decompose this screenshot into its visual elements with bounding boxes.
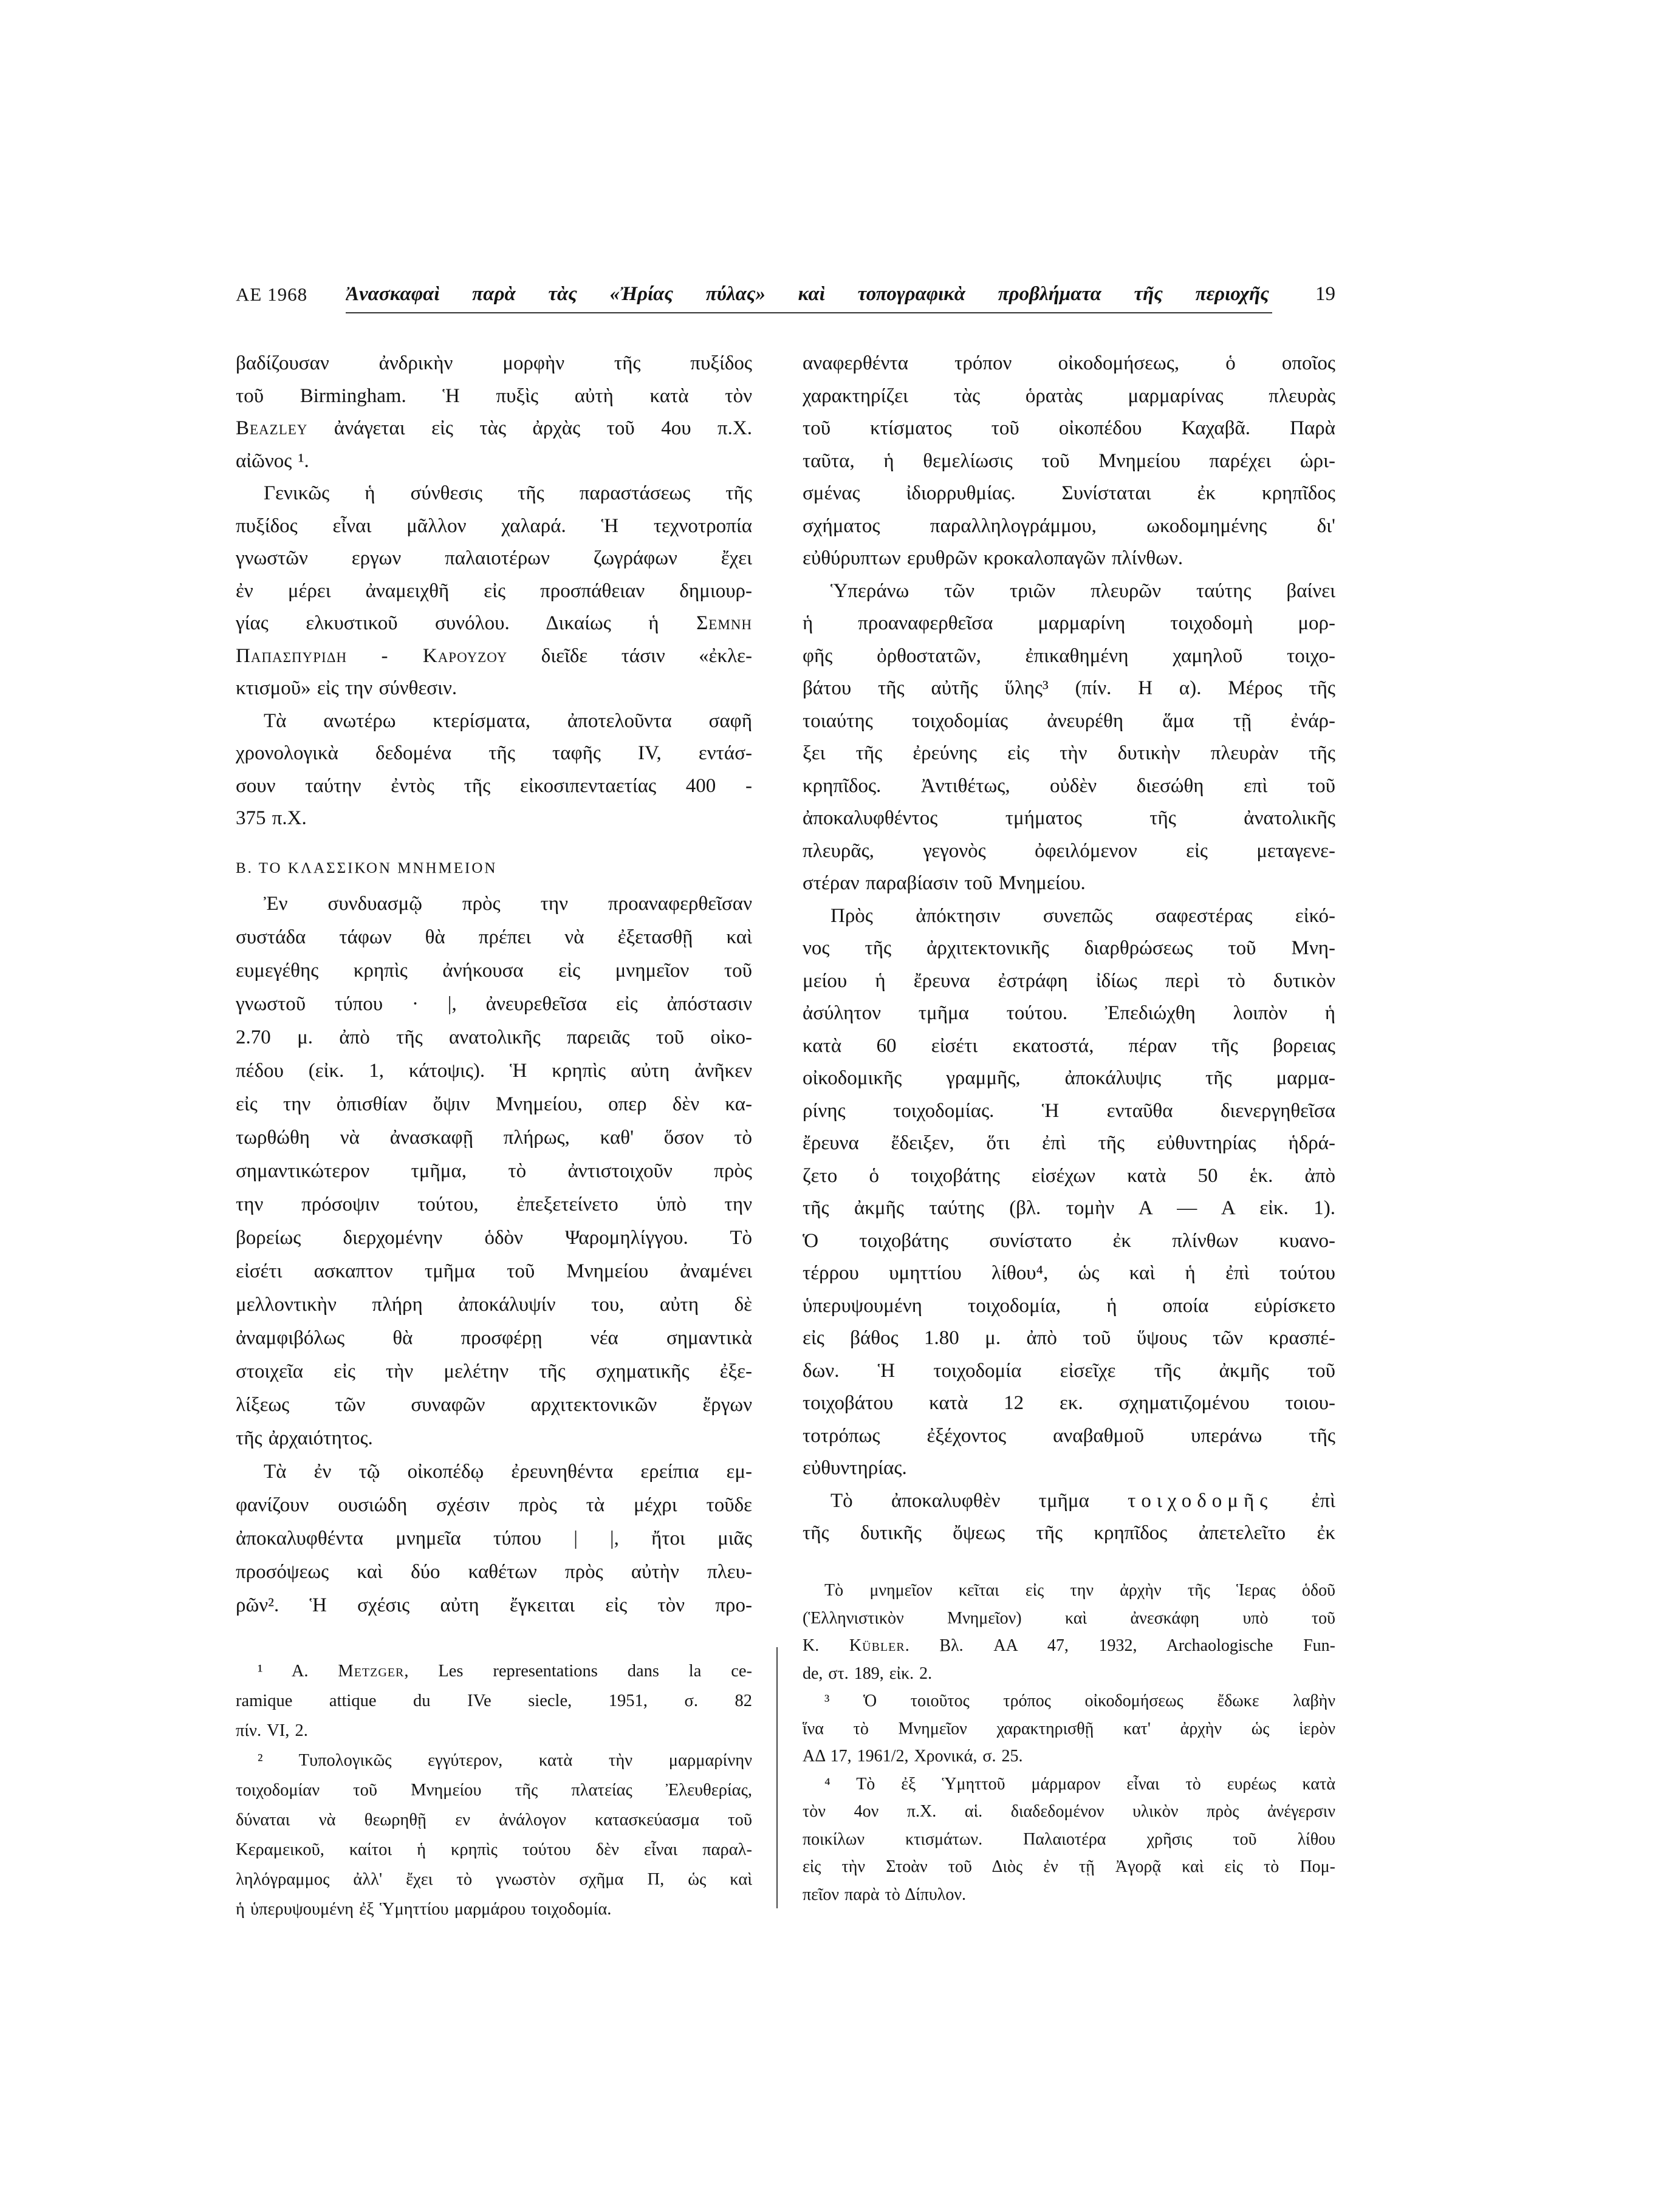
text-line: τῆς ἀρχαιότητος. <box>236 1427 373 1449</box>
text-line: αναφερθέντα τρόπον οἰκοδομήσεως, ὁ οποῖος <box>803 352 1335 374</box>
text-line: φῆς ὀρθοστατῶν, ἐπικαθημένη χαμηλοῦ τοιχο- <box>803 644 1335 667</box>
text-line: αἰῶνος ¹. <box>236 449 309 472</box>
text-line: ρίνης τοιχοδομίας. Ἡ ενταῦθα διενεργηθεῖσα <box>803 1099 1335 1122</box>
text-line: Ὑπεράνω τῶν τριῶν πλευρῶν ταύτης βαίνει <box>830 579 1335 602</box>
small-caps-name: Beazley <box>236 417 308 439</box>
text-line: ἐν μέρει ἀναμειχθῆ εἰς προσπάθειαν δημιουρ- <box>236 579 752 602</box>
text-line: εἰσέτι ασκαπτον τμῆμα τοῦ Μνημείου ἀναμένει <box>236 1260 752 1282</box>
text-line: εἰς βάθος 1.80 μ. ἀπὸ τοῦ ὕψους τῶν κρασπέ- <box>803 1327 1335 1349</box>
text-line: ζετο ὁ τοιχοβάτης εἰσέχων κατὰ 50 ἑκ. ἀπὸ <box>803 1164 1335 1187</box>
text-line: τέρρου υμηττίου λίθου⁴, ὡς καὶ ἡ ἐπὶ τούτου <box>803 1262 1335 1284</box>
text-line: βορείως διερχομένην ὁδὸν Ψαρομηλίγγου. Τὸ <box>236 1227 752 1249</box>
text-line: οἰκοδομικῆς γραμμῆς, ἀποκάλυψις τῆς μαρμα- <box>803 1067 1335 1089</box>
text-line: σουν ταύτην ἐντὸς τῆς εἰκοσιπενταετίας 400 - <box>236 774 752 797</box>
text-line: προσόψεως καὶ δύο καθέτων πρὸς αὐτὴν πλευ- <box>236 1561 752 1583</box>
text-line: ταῦτα, ἡ θεμελίωσις τοῦ Μνημείου παρέχει ὡρι- <box>803 449 1335 472</box>
left-column-text-top <box>236 347 752 835</box>
text-line: γίας ελκυστικοῦ συνόλου. Δικαίως ἡ Σεμνη <box>236 612 752 634</box>
text-line: χαρακτηρίζει τὰς ὁρατὰς μαρμαρίνας πλευρὰς <box>803 384 1335 407</box>
text-line: Γενικῶς ἡ σύνθεσις τῆς παραστάσεως τῆς <box>264 482 752 504</box>
text-line: τοιχοδομίαν τοῦ Μνημείου τῆς πλατείας Ἐλευθερίας, <box>236 1781 752 1800</box>
page-number: 19 <box>1315 283 1335 305</box>
footnote-divider <box>776 1647 778 1908</box>
text-line: εἰς την ὀπισθίαν ὄψιν Μνημείου, οπερ δὲν κα- <box>236 1093 752 1115</box>
text-line: Τὸ ἀποκαλυφθὲν τμῆμα τοιχοδομῆς ἐπὶ <box>830 1489 1335 1512</box>
text-line: Beazley ἀνάγεται εἰς τὰς ἀρχὰς τοῦ 4ου π.Χ. <box>236 417 752 439</box>
text-line: γνωστοῦ τύπου · |, ἀνευρεθεῖσα εἰς ἀπόστασιν <box>236 993 752 1015</box>
text-line: ἡ προαναφερθεῖσα μαρμαρίνη τοιχοδομὴ μορ- <box>803 612 1335 634</box>
text-line: μείου ἡ ἔρευνα ἐστράφη ἰδίως περὶ τὸ δυτικὸν <box>803 969 1335 992</box>
text-line: λίξεως τῶν συναφῶν αρχιτεκτονικῶν ἔργων <box>236 1394 752 1416</box>
section-heading: Β. ΤΟ ΚΛΑΣΣΙΚΟΝ ΜΝΗΜΕΙΟΝ <box>236 860 498 876</box>
text-line: Τὸ μνημεῖον κεῖται εἰς την ἀρχὴν τῆς Ἱερας ὁδοῦ <box>824 1581 1335 1600</box>
text-line: βάτου τῆς αὐτῆς ὕλης³ (πίν. Η α). Μέρος τῆς <box>803 677 1335 699</box>
text-line: κρηπῖδος. Ἀντιθέτως, οὐδὲν διεσώθη επὶ τοῦ <box>803 774 1335 797</box>
text-line: την πρόσοψιν τούτου, ἐπεξετείνετο ὑπὸ την <box>236 1193 752 1215</box>
text-line: ἀποκαλυφθέντος τμήματος τῆς ἀνατολικῆς <box>803 807 1335 829</box>
text-line: ἀναμφιβόλως θὰ προσφέρῃ νέα σημαντικὰ <box>236 1327 752 1349</box>
text-line: τὸν 4ον π.Χ. αἱ. διαδεδομένον υλικὸν πρὸς ἀνέγερσιν <box>803 1802 1335 1821</box>
small-caps-name: Παπασπυριδη - Καρουζου <box>236 644 508 667</box>
header-rule <box>346 312 1272 313</box>
text-line: τωρθώθη νὰ ἀνασκαφῇ πλήρως, καθ' ὅσον τὸ <box>236 1127 752 1149</box>
left-footnotes <box>236 1656 752 1924</box>
text-line: νος τῆς ἀρχιτεκτονικῆς διαρθρώσεως τοῦ Μνη- <box>803 937 1335 959</box>
text-line: ΑΔ 17, 1961/2, Χρονικά, σ. 25. <box>803 1747 1023 1766</box>
journal-volume: ΑΕ 1968 <box>236 284 308 305</box>
small-caps-name: Σεμνη <box>696 612 752 634</box>
text-line: κτισμοῦ» εἰς την σύνθεσιν. <box>236 677 457 699</box>
text-line: ἔρευνα ἔδειξεν, ὅτι ἐπὶ τῆς εὐθυντηρίας ἡδρά- <box>803 1132 1335 1154</box>
text-line: Παπασπυριδη - Καρουζου διεῖδε τάσιν «ἐκλε- <box>236 644 752 667</box>
text-line: εἰς τὴν Στοὰν τοῦ Διὸς ἐν τῇ Ἀγορᾷ καὶ εἰς τὸ Πομ- <box>803 1857 1335 1876</box>
text-line: δων. Ἡ τοιχοδομία εἰσεῖχε τῆς ἀκμῆς τοῦ <box>803 1359 1335 1382</box>
text-line: Ὁ τοιχοβάτης συνίστατο ἐκ πλίνθων κυανο- <box>803 1229 1335 1252</box>
text-line: στοιχεῖα εἰς τὴν μελέτην τῆς σχηματικῆς ἐξε- <box>236 1360 752 1382</box>
text-line: πίν. VI, 2. <box>236 1721 308 1740</box>
text-line: δύναται νὰ θεωρηθῇ εν ἀνάλογον κατασκεύασμα τοῦ <box>236 1811 752 1829</box>
text-line: de, στ. 189, εἰκ. 2. <box>803 1664 933 1683</box>
text-line: πυξίδος εἶναι μᾶλλον χαλαρά. Ἡ τεχνοτροπία <box>236 514 752 537</box>
text-line: σμένας ἰδιορρυθμίας. Συνίσταται ἐκ κρηπῖδος <box>803 482 1335 504</box>
text-line: τοτρόπως ἐξέχοντος αναβαθμοῦ υπεράνω τῆς <box>803 1424 1335 1447</box>
text-line: ἀποκαλυφθέντα μνημεῖα τύπου | |, ἤτοι μιᾶς <box>236 1528 752 1549</box>
text-line: 375 π.Χ. <box>236 807 307 829</box>
text-line: χρονολογικὰ δεδομένα τῆς ταφῆς IV, εντάσ- <box>236 742 752 764</box>
text-line: Κεραμεικοῦ, καίτοι ἡ κρηπὶς τούτου δὲν εἶναι παραλ- <box>236 1840 752 1859</box>
text-line: Πρὸς ἀπόκτησιν συνεπῶς σαφεστέρας εἰκό- <box>830 904 1335 927</box>
text-line: κατὰ 60 εἰσέτι εκατοστά, πέραν τῆς βορειας <box>803 1034 1335 1057</box>
text-line: ³ Ὁ τοιοῦτος τρόπος οἰκοδομήσεως ἔδωκε λαβὴν <box>824 1691 1335 1710</box>
text-line: τοιχοβάτου κατὰ 12 εκ. σχηματιζομένου τοιου- <box>803 1392 1335 1414</box>
text-line: εὐθυντηρίας. <box>803 1457 907 1479</box>
text-line: ramique attique du IVe siecle, 1951, σ. 82 <box>236 1691 752 1710</box>
text-line: 2.70 μ. ἀπὸ τῆς ανατολικῆς παρειᾶς τοῦ οἰκο- <box>236 1026 752 1048</box>
text-line: εὐθύρυπτων ερυθρῶν κροκαλοπαγῶν πλίνθων. <box>803 547 1183 569</box>
text-line: σχήματος παραλληλογράμμου, ωκοδομημένης δι' <box>803 514 1335 537</box>
text-line: πέδου (εἰκ. 1, κάτοψις). Ἡ κρηπὶς αὐτη ἀνῆκεν <box>236 1060 752 1082</box>
text-line: (Ἑλληνιστικὸν Μνημεῖον) καὶ ἀνεσκάφη υπὸ τοῦ <box>803 1608 1335 1628</box>
text-line: ² Τυπολογικῶς εγγύτερον, κατὰ τὴν μαρμαρίνην <box>258 1751 752 1770</box>
text-line: ρῶν². Ἡ σχέσις αὐτη ἔγκειται εἰς τὸν προ- <box>236 1594 752 1616</box>
text-line: γνωστῶν εργων παλαιοτέρων ζωγράφων ἔχει <box>236 547 752 569</box>
text-line: συστάδα τάφων θὰ πρέπει νὰ ἐξετασθῇ καὶ <box>236 926 752 948</box>
text-line: ὑπερυψουμένη τοιχοδομία, ἡ οποία εὑρίσκετο <box>803 1294 1335 1317</box>
text-line: Κ. Kübler. Βλ. AA 47, 1932, Archaologische Fun- <box>803 1636 1335 1655</box>
text-line: ἵνα τὸ Μνημεῖον χαρακτηρισθῇ κατ' ἀρχὴν ὡς ἱερὸν <box>803 1719 1335 1738</box>
text-line: ξει τῆς ἐρεύνης εἰς τὴν δυτικὴν πλευρὰν τῆς <box>803 742 1335 764</box>
text-line: πεῖον παρὰ τὸ Δίπυλον. <box>803 1885 967 1904</box>
right-column-text <box>803 347 1335 1550</box>
letter-spaced-word: τοιχοδομῆς <box>1128 1489 1273 1512</box>
text-line: στέραν παραβίασιν τοῦ Μνημείου. <box>803 872 1086 894</box>
text-line: τοιαύτης τοιχοδομίας ἀνευρέθη ἅμα τῇ ἐνάρ- <box>803 709 1335 732</box>
text-line: Ἐν συνδυασμῷ πρὸς την προαναφερθεῖσαν <box>264 893 752 915</box>
left-column-text-bottom <box>236 887 752 1622</box>
text-line: φανίζουν ουσιώδη σχέσιν πρὸς τὰ μέχρι τοῦδε <box>236 1494 752 1516</box>
text-line: ληλόγραμμος ἀλλ' ἔχει τὸ γνωστὸν σχῆμα Π, ὡς καὶ <box>236 1870 752 1889</box>
text-line: τῆς ἀκμῆς ταύτης (βλ. τομὴν Α — Α εἰκ. 1). <box>803 1197 1335 1219</box>
text-line: ἀσύλητον τμῆμα τούτου. Ἐπεδιώχθη λοιπὸν ἡ <box>803 1002 1335 1024</box>
text-line: τῆς δυτικῆς ὄψεως τῆς κρηπῖδος ἀπετελεῖτο ἐκ <box>803 1522 1335 1544</box>
text-line: ποικίλων κτισμάτων. Παλαιοτέρα χρῆσις τοῦ λίθου <box>803 1829 1335 1849</box>
text-line: μελλοντικὴν πλήρη ἀποκάλυψίν του, αὐτη δὲ <box>236 1294 752 1316</box>
text-line: τοῦ Birmingham. Ἡ πυξὶς αὐτὴ κατὰ τὸν <box>236 384 752 407</box>
small-caps-name: Kübler <box>849 1636 905 1655</box>
text-line: βαδίζουσαν ἀνδρικὴν μορφὴν τῆς πυξίδος <box>236 352 752 374</box>
text-line: ευμεγέθης κρηπὶς ἀνήκουσα εἰς μνημεῖον τοῦ <box>236 960 752 981</box>
text-line: πλευρᾶς, γεγονὸς ὀφειλόμενον εἰς μεταγενε- <box>803 839 1335 862</box>
text-line: τοῦ κτίσματος τοῦ οἰκοπέδου Καχαβᾶ. Παρὰ <box>803 417 1335 439</box>
text-line: ⁴ Τὸ ἐξ Ὑμηττοῦ μάρμαρον εἶναι τὸ ευρέως κατὰ <box>824 1774 1335 1794</box>
right-footnotes <box>803 1577 1335 1908</box>
text-line: Τὰ ανωτέρω κτερίσματα, ἀποτελοῦντα σαφῆ <box>264 709 752 732</box>
text-line: σημαντικώτερον τμῆμα, τὸ ἀντιστοιχοῦν πρὸς <box>236 1160 752 1182</box>
text-line: ἡ ὑπερυψουμένη ἐξ Ὑμηττίου μαρμάρου τοιχοδομία. <box>236 1900 612 1919</box>
running-title: Ἀνασκαφαὶ παρὰ τὰς «Ἠρίας πύλας» καὶ τοπογραφικὰ προβλήματα τῆς περιοχῆς <box>346 283 1269 305</box>
text-line: ¹ A. Metzger, Les representations dans la ce- <box>258 1662 752 1681</box>
small-caps-name: Metzger <box>338 1662 405 1681</box>
text-line: Τὰ ἐν τῷ οἰκοπέδῳ ἐρευνηθέντα ερείπια εμ- <box>264 1461 752 1483</box>
